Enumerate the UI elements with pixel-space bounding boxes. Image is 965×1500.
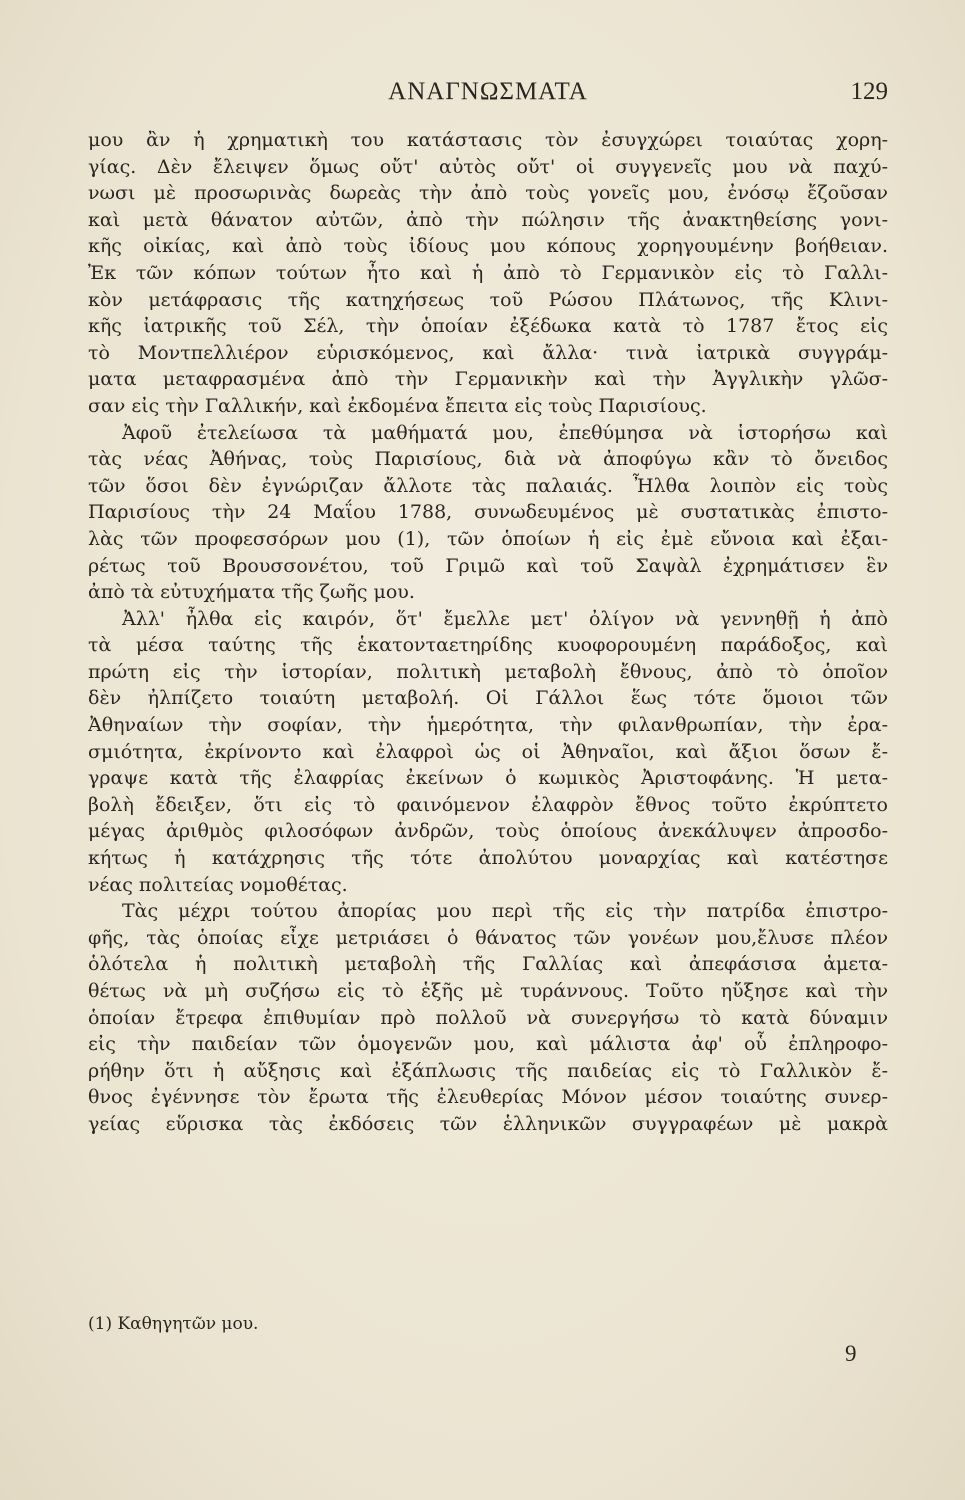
text-line: λὰς τῶν προφεσσόρων μου (1), τῶν ὁποίων ἡ εἰς ἐμὲ εὔνοια καὶ ἐξαι- — [88, 527, 888, 550]
footnote: (1) Καθηγητῶν μου. — [88, 1314, 259, 1334]
text-line: Παρισίους τὴν 24 Μαΐου 1788, συνωδευμένος μὲ συστατικὰς ἐπιστο- — [88, 501, 888, 524]
text-line: πρώτη εἰς τὴν ἱστορίαν, πολιτικὴ μεταβολὴ ἔθνους, ἀπὸ τὸ ὁποῖον — [88, 660, 888, 683]
text-line: σμιότητα, ἐκρίνοντο καὶ ἐλαφροὶ ὡς οἱ Ἀθηναῖοι, καὶ ἄξιοι ὅσων ἔ- — [88, 740, 888, 763]
text-line: Τὰς μέχρι τούτου ἀπορίας μου περὶ τῆς εἰς τὴν πατρίδα ἐπιστρο- — [122, 900, 888, 923]
text-line: γείας εὕρισκα τὰς ἐκδόσεις τῶν ἑλληνικῶν συγγραφέων μὲ μακρὰ — [88, 1112, 888, 1135]
text-line: νωσι μὲ προσωρινὰς δωρεὰς τὴν ἀπὸ τοὺς γονεῖς μου, ἐνόσῳ ἔζοῦσαν — [88, 182, 888, 205]
text-line: θέτως νὰ μὴ συζήσω εἰς τὸ ἑξῆς μὲ τυράννους. Τοῦτο ηὔξησε καὶ τὴν — [88, 980, 888, 1002]
page-header — [88, 78, 888, 114]
text-line: φῆς, τὰς ὁποίας εἶχε μετριάσει ὁ θάνατος τῶν γονέων μου,ἔλυσε πλέον — [88, 926, 888, 949]
text-line: κῆς οἰκίας, καὶ ἀπὸ τοὺς ἰδίους μου κόπους χορηγουμένην βοήθειαν. — [88, 235, 888, 258]
text-line: ρήθην ὅτι ἡ αὔξησις καὶ ἐξάπλωσις τῆς παιδείας εἰς τὸ Γαλλικὸν ἔ- — [88, 1059, 888, 1082]
text-line: κῆς ἰατρικῆς τοῦ Σέλ, τὴν ὁποίαν ἐξέδωκα κατὰ τὸ 1787 ἔτος εἰς — [88, 315, 888, 338]
text-line: ἀπὸ τὰ εὐτυχήματα τῆς ζωῆς μου. — [88, 581, 415, 604]
text-line: ὁλότελα ἡ πολιτικὴ μεταβολὴ τῆς Γαλλίας καὶ ἀπεφάσισα ἀμετα- — [88, 953, 888, 976]
text-line: καὶ μετὰ θάνατον αὐτῶν, ἀπὸ τὴν πώλησιν τῆς ἀνακτηθείσης γονι- — [88, 208, 888, 231]
text-line: γίας. Δὲν ἔλειψεν ὅμως οὔτ' αὐτὸς οὔτ' οἱ συγγενεῖς μου νὰ παχύ- — [88, 155, 888, 178]
text-line: σαν εἰς τὴν Γαλλικήν, καὶ ἐκδομένα ἔπειτα εἰς τοὺς Παρισίους. — [88, 394, 707, 417]
text-line: δὲν ἠλπίζετο τοιαύτη μεταβολή. Οἱ Γάλλοι ἕως τότε ὅμοιοι τῶν — [88, 687, 888, 710]
text-line: ματα μεταφρασμένα ἀπὸ τὴν Γερμανικὴν καὶ τὴν Ἀγγλικὴν γλῶσ- — [88, 368, 888, 391]
text-line: τὰς νέας Ἀθήνας, τοὺς Παρισίους, διὰ νὰ ἀποφύγω κἂν τὸ ὄνειδος — [88, 448, 888, 471]
running-title: ΑΝΑΓΝΩΣΜΑΤΑ — [388, 78, 588, 105]
text-line: θνος ἐγέννησε τὸν ἔρωτα τῆς ἐλευθερίας Μόνον μέσον τοιαύτης συνερ- — [88, 1086, 888, 1109]
body-text — [88, 127, 888, 1138]
text-line: Ἀθηναίων τὴν σοφίαν, τὴν ἡμερότητα, τὴν φιλανθρωπίαν, τὴν ἐρα- — [88, 714, 888, 737]
text-line: τῶν ὅσοι δὲν ἐγνώριζαν ἄλλοτε τὰς παλαιάς. Ἦλθα λοιπὸν εἰς τοὺς — [88, 474, 888, 497]
signature-mark: 9 — [845, 1341, 857, 1366]
text-line: ρέτως τοῦ Βρουσσονέτου, τοῦ Γριμῶ καὶ τοῦ Σαψὰλ ἐχρημάτισεν ἓν — [88, 554, 888, 577]
text-line: Ἀλλ' ἦλθα εἰς καιρόν, ὅτ' ἔμελλε μετ' ὀλίγον νὰ γεννηθῇ ἡ ἀπὸ — [122, 607, 888, 630]
text-line: κὸν μετάφρασις τῆς κατηχήσεως τοῦ Ρώσου Πλάτωνος, τῆς Κλινι- — [88, 288, 888, 311]
text-line: νέας πολιτείας νομοθέτας. — [88, 873, 348, 896]
text-line: τὰ μέσα ταύτης τῆς ἑκατονταετηρίδης κυοφορουμένη παράδοξος, καὶ — [88, 634, 888, 657]
text-line: γραψε κατὰ τῆς ἐλαφρίας ἐκείνων ὁ κωμικὸς Ἀριστοφάνης. Ἡ μετα- — [88, 767, 888, 790]
text-line: Ἀφοῦ ἐτελείωσα τὰ μαθήματά μου, ἐπεθύμησα νὰ ἱστορήσω καὶ — [122, 421, 888, 444]
page-number: 129 — [850, 78, 888, 105]
text-line: βολὴ ἔδειξεν, ὅτι εἰς τὸ φαινόμενον ἐλαφρὸν ἔθνος τοῦτο ἐκρύπτετο — [88, 793, 888, 816]
text-line: εἰς τὴν παιδείαν τῶν ὁμογενῶν μου, καὶ μάλιστα ἀφ' οὗ ἐπληροφο- — [88, 1033, 888, 1056]
text-line: ὁποίαν ἔτρεφα ἐπιθυμίαν πρὸ πολλοῦ νὰ συνεργήσω τὸ κατὰ δύναμιν — [88, 1006, 888, 1029]
text-line: μου ἂν ἡ χρηματικὴ του κατάστασις τὸν ἐσυγχώρει τοιαύτας χορη- — [88, 129, 888, 151]
text-line: μέγας ἀριθμὸς φιλοσόφων ἀνδρῶν, τοὺς ὁποίους ἀνεκάλυψεν ἀπροσδο- — [88, 820, 888, 843]
text-line: κήτως ἡ κατάχρησις τῆς τότε ἀπολύτου μοναρχίας καὶ κατέστησε — [88, 847, 888, 870]
text-line: Ἐκ τῶν κόπων τούτων ἦτο καὶ ἡ ἀπὸ τὸ Γερμανικὸν εἰς τὸ Γαλλι- — [88, 261, 888, 284]
text-line: τὸ Μοντπελλιέρον εὑρισκόμενος, καὶ ἄλλα· τινὰ ἰατρικὰ συγγράμ- — [88, 341, 888, 364]
